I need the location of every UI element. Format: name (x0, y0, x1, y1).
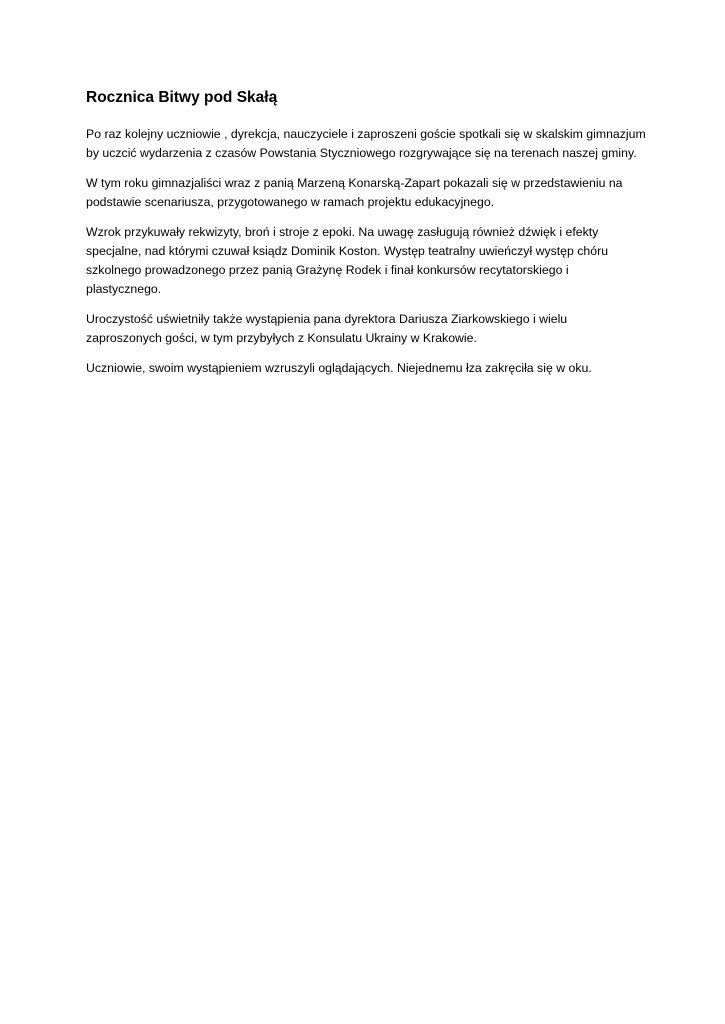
paragraph-1: Po raz kolejny uczniowie , dyrekcja, nauczyciele i zaproszeni goście spotkali się w skalskim gimnazjum by uczcić wydarzenia z czasów Powstania Styczniowego rozgrywające się na terenach naszej gminy. (86, 127, 646, 160)
paragraph-2: W tym roku gimnazjaliści wraz z panią Marzeną Konarską-Zapart pokazali się w przedstawieniu na podstawie scenariusza, przygotowanego w ramach projektu edukacyjnego. (86, 176, 623, 209)
paragraph-5: Uczniowie, swoim wystąpieniem wzruszyli oglądających. Niejednemu łza zakręciła się w oku. (86, 361, 592, 375)
document-body (86, 88, 646, 389)
page-title: Rocznica Bitwy pod Skałą (86, 89, 278, 106)
paragraph-3: Wzrok przykuwały rekwizyty, broń i stroje z epoki. Na uwagę zasługują również dźwięk i efekty specjalne, nad którymi czuwał ksiądz Dominik Koston. Występ teatralny uwieńczył występ chóru szkolnego prowadzonego przez panią Grażynę Rodek i finał konkursów recytatorskiego i plastycznego. (86, 225, 609, 296)
paragraph-4: Uroczystość uświetniły także wystąpienia pana dyrektora Dariusza Ziarkowskiego i wielu zaproszonych gości, w tym przybyłych z Konsulatu Ukrainy w Krakowie. (86, 312, 568, 345)
